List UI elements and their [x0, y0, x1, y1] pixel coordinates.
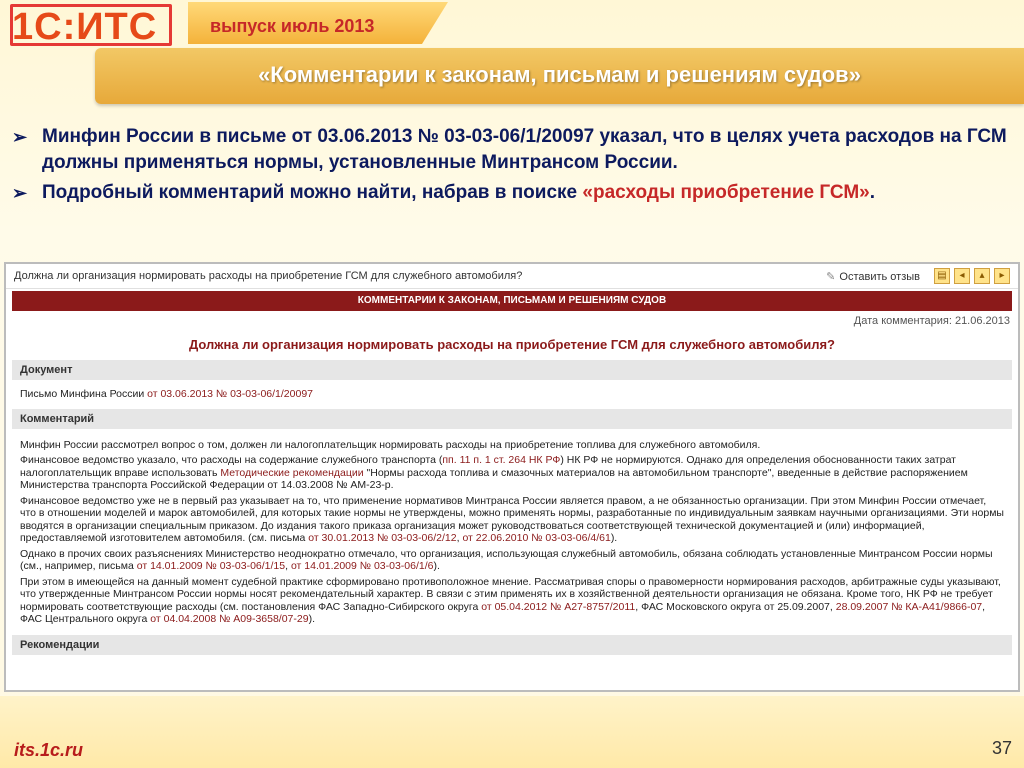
text: ) НК РФ не нормируются. Однако для определения обоснованности таких затрат налогоплательщик вправе использовать — [20, 454, 956, 479]
comment-paragraph: Минфин России рассмотрел вопрос о том, должен ли налогоплательщик нормировать расходы на приобретение топлива для служебного автомобиля. — [20, 438, 761, 451]
footer-band — [0, 696, 1024, 768]
prev-icon[interactable]: ◂ — [954, 268, 970, 284]
link[interactable]: от 05.04.2012 № А27-8757/2011 — [481, 600, 636, 613]
comment-paragraph — [6, 548, 1018, 573]
link[interactable]: от 22.06.2010 № 03-03-06/4/61 — [462, 532, 611, 544]
link[interactable]: пп. 11 п. 1 ст. 264 НК РФ — [442, 454, 561, 466]
feedback-link[interactable] — [826, 270, 920, 283]
bullet-text-part: Подробный комментарий можно найти, набрав в поиске — [42, 182, 583, 203]
document-paragraph — [6, 388, 1018, 401]
bullet-text-part: . — [869, 182, 876, 203]
window-question: Должна ли организация нормировать расходы на приобретение ГСМ для служебного автомобиля? — [14, 270, 523, 282]
embedded-window — [4, 262, 1020, 692]
issue-label: выпуск июль 2013 — [210, 16, 375, 36]
text: , ФАС Центрального округа — [20, 600, 986, 625]
link[interactable]: от 04.04.2008 № А09-3658/07-29 — [150, 613, 309, 625]
comment-paragraph — [6, 495, 1018, 545]
text: , — [285, 560, 291, 572]
bullet-item — [12, 124, 1012, 176]
link[interactable]: от 30.01.2013 № 03-03-06/2/12 — [308, 532, 457, 544]
bullet-item — [12, 180, 1012, 206]
logo: 1С:ИТС — [12, 6, 158, 48]
link[interactable]: Методические рекомендации — [220, 466, 364, 479]
arrow-bullet-icon: ➢ — [12, 183, 28, 203]
print-icon[interactable]: ▤ — [934, 268, 950, 284]
comment-paragraph — [6, 576, 1018, 626]
text: ). — [433, 560, 440, 572]
bullet-text: Минфин России в письме от 03.06.2013 № 03-03-06/1/20097 указал, что в целях учета расходов на ГСМ должны применяться нормы, установленные Минтрансом России. — [42, 126, 1007, 173]
page-number: 37 — [991, 738, 1012, 758]
pencil-icon: ✎ — [826, 270, 836, 283]
text: "Нормы расхода топлива и смазочных материалов на автомобильном транспорте", введенные в действие распоряжением Министерства транспорта Российской Федерации от 14.03.2008 № АМ-23-р. — [20, 466, 968, 491]
section-document: Документ — [12, 360, 1012, 380]
section-comment: Комментарий — [12, 409, 1012, 429]
feedback-label: Оставить отзыв — [839, 270, 920, 283]
comment-title: Должна ли организация нормировать расходы на приобретение ГСМ для служебного автомобиля? — [188, 337, 835, 352]
window-toolbar — [6, 264, 1018, 289]
doc-text: Письмо Минфина России — [20, 388, 148, 400]
up-icon[interactable]: ▴ — [974, 268, 990, 284]
text: При этом в имеющейся на данный момент судебной практике сформировано противоположное мнение. Рассматривая споры о правомерности нормирования расходов, арбитражные суды указывают, что утвержденные Минтрансом России нормы носят рекомендательный характер. В связи с этим применять их в хозяйственной деятельности организация не обязана. Кроме того, НК РФ не требует нормировать соответствующие расходы (см. постановления ФАС Западно-Сибирского округа — [20, 575, 1001, 613]
text: , — [456, 532, 463, 544]
comment-paragraph — [6, 454, 1018, 492]
text: Финансовое ведомство уже не в первый раз указывает на то, что применение нормативов Минтранса России является правом, а не обязанностью организации. При этом Минфин России отмечает, что в отношении моделей и марок автомобилей, для которых такие нормы не утверждены, можно применять нормы, разработанные по индивидуальным заявкам научными организациями. Эти нормы вводятся в организации специальным приказом. До издания такого приказа организация может руководствоваться соответствующей технической документацией и (или) информацией, предоставляемой изготовителем автомобиля. (см. письма — [20, 494, 1004, 544]
text: , ФАС Московского округа от 25.09.2007, — [635, 600, 836, 613]
link[interactable]: от 14.01.2009 № 03-03-06/1/6 — [290, 560, 434, 572]
text: ). — [610, 532, 618, 544]
text: Однако в прочих своих разъяснениях Министерство неоднократно отмечало, что организация, использующая служебный автомобиль, обязана соблюдать установленные Минтрансом России нормы (см., например, письма — [20, 547, 993, 572]
arrow-bullet-icon: ➢ — [12, 127, 28, 147]
link[interactable]: от 14.01.2009 № 03-03-06/1/15 — [136, 560, 286, 572]
bullet-list — [12, 124, 1012, 210]
comment-date: Дата комментария: 21.06.2013 — [853, 315, 1010, 327]
doc-link[interactable]: от 03.06.2013 № 03-03-06/1/20097 — [147, 388, 313, 400]
bullet-text — [42, 180, 875, 206]
search-phrase: «расходы приобретение ГСМ» — [582, 182, 870, 203]
section-recommendations: Рекомендации — [12, 635, 1012, 655]
link[interactable]: 28.09.2007 № КА-А41/9866-07 — [835, 600, 983, 613]
next-icon[interactable]: ▸ — [994, 268, 1010, 284]
slide-title: «Комментарии к законам, письмам и решениям судов» — [258, 62, 861, 87]
text: Финансовое ведомство указало, что расходы на содержание служебного транспорта ( — [20, 454, 443, 466]
section-band: КОММЕНТАРИИ К ЗАКОНАМ, ПИСЬМАМ И РЕШЕНИЯМ СУДОВ — [12, 291, 1012, 311]
text: ). — [308, 613, 315, 625]
site-link[interactable]: its.1c.ru — [14, 740, 84, 760]
